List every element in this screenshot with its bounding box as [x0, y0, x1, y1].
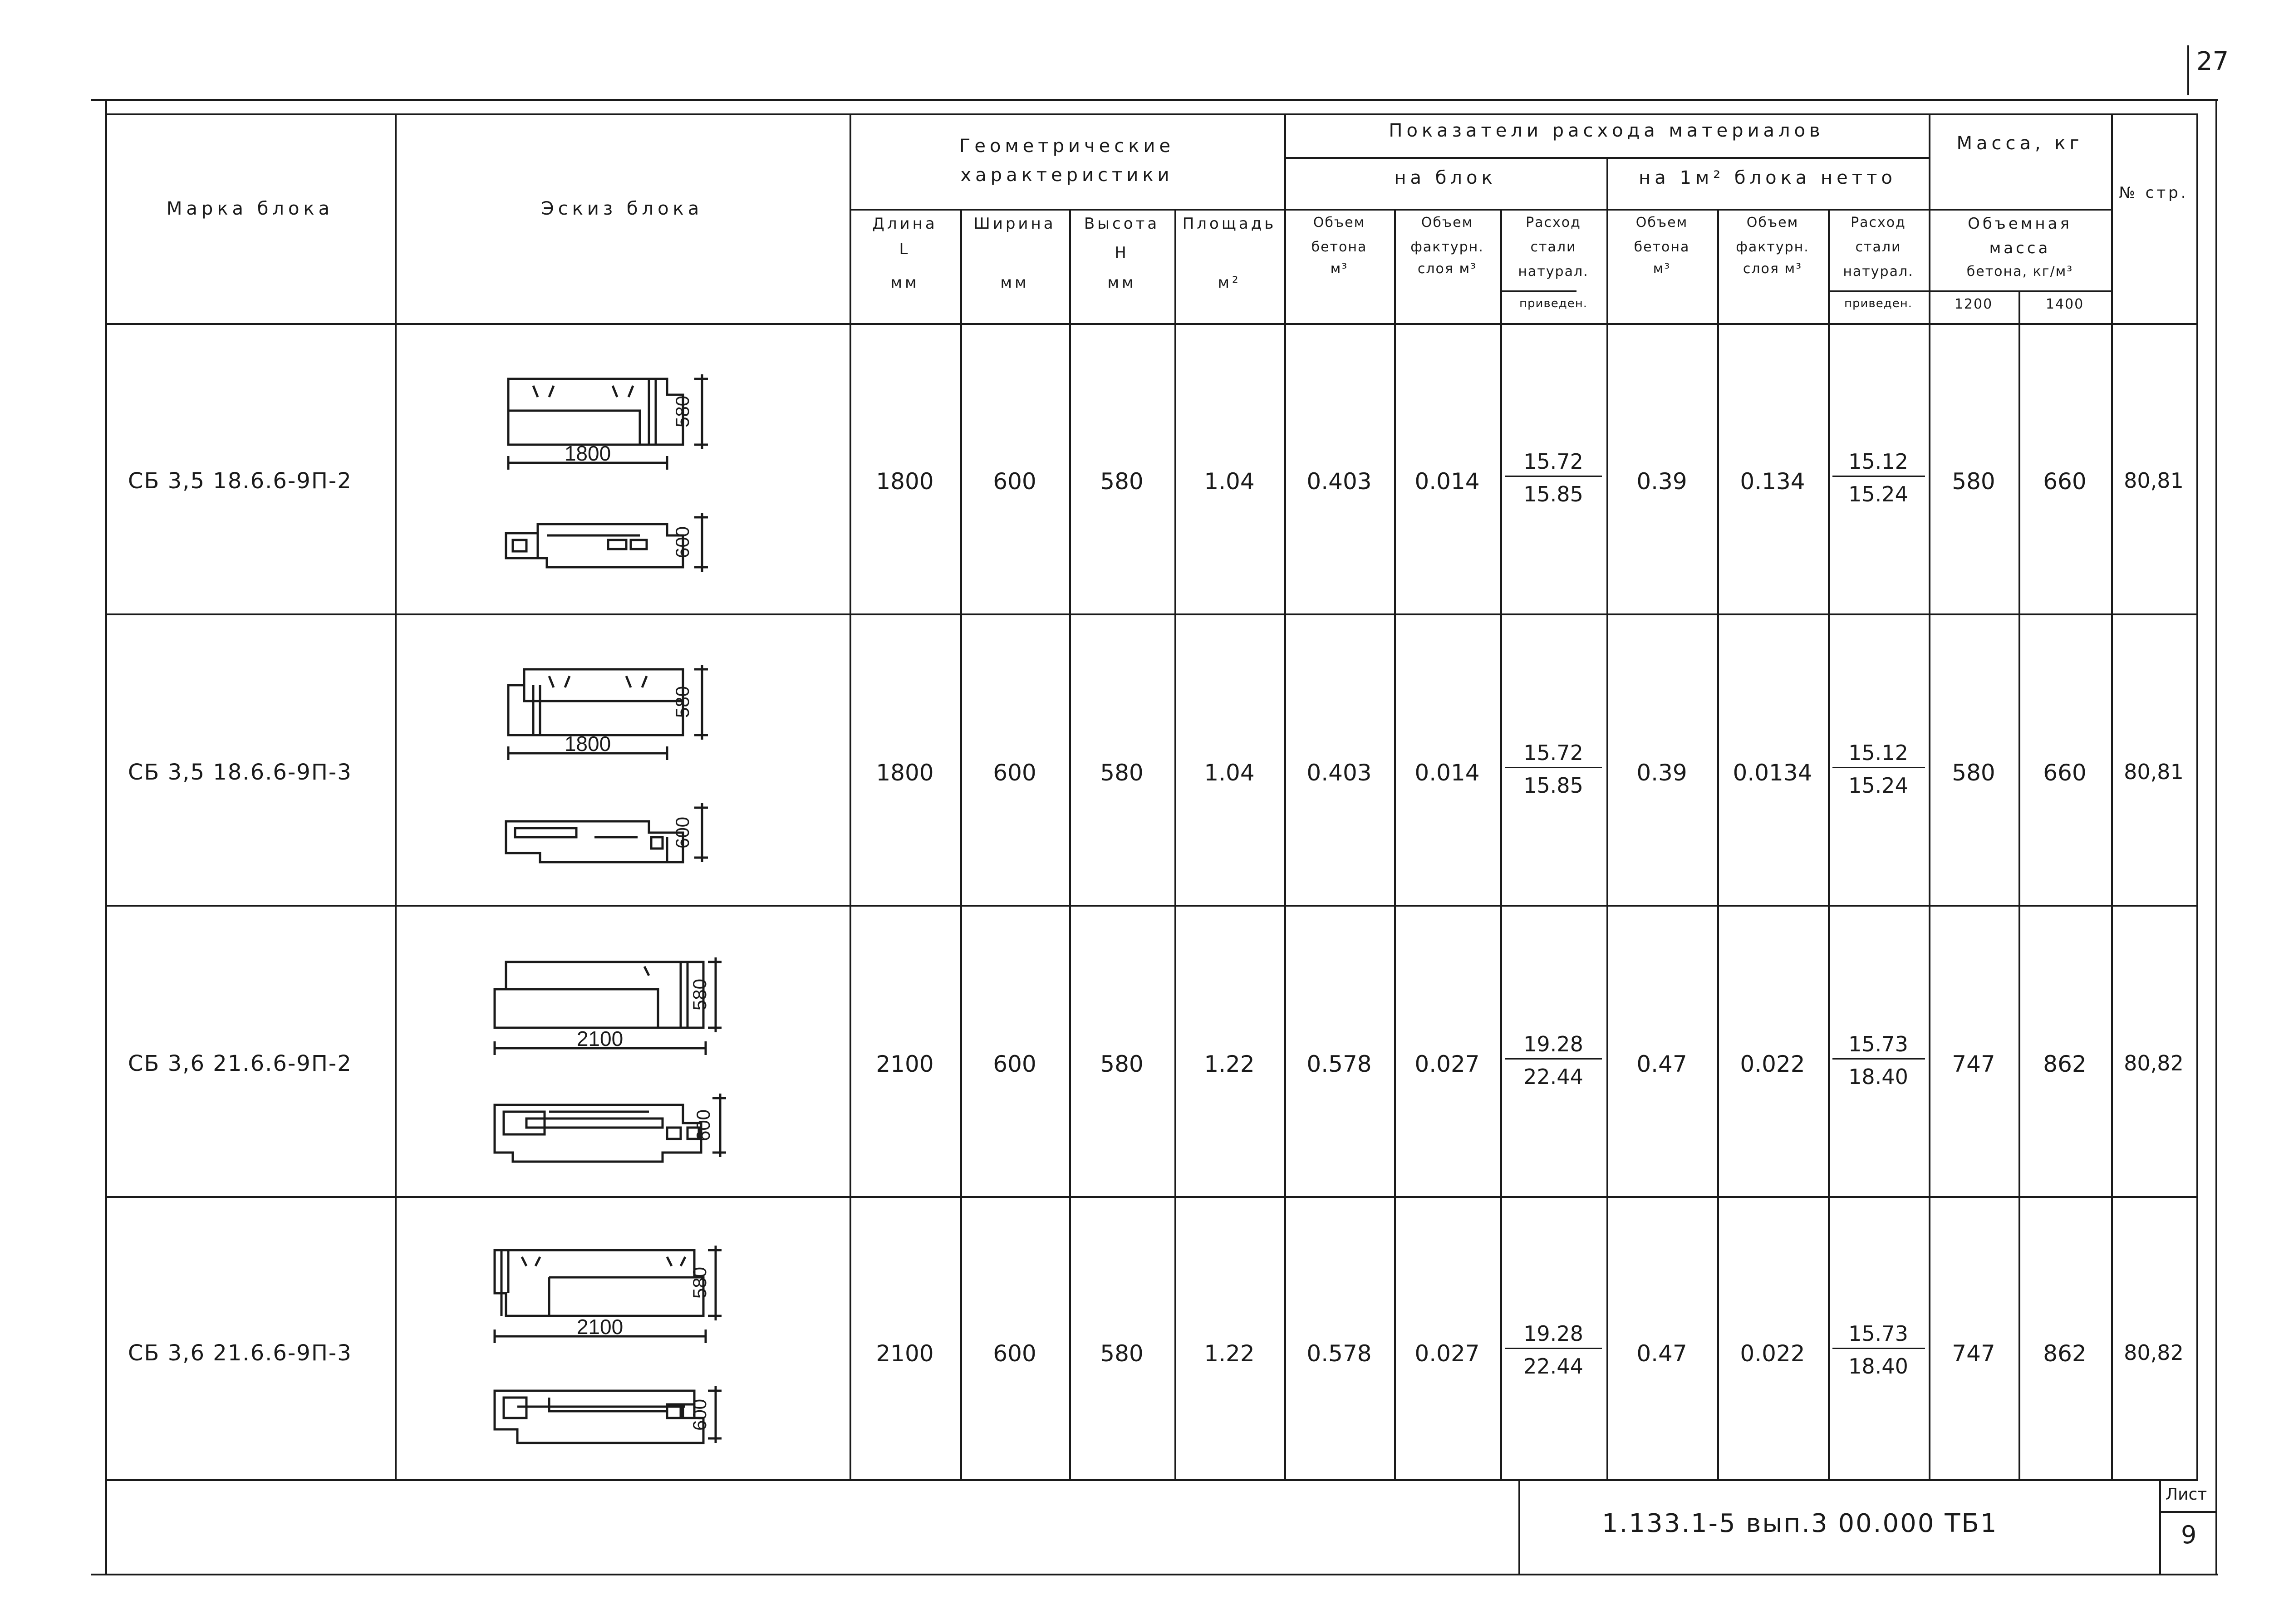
- row-3-pages: 80,82: [2124, 1051, 2184, 1075]
- row-sep-3: [105, 1196, 2198, 1198]
- row-2-m2-steel-fraction-bar: [1832, 767, 1925, 768]
- row-3-m2-steel-fraction-bar: [1832, 1058, 1925, 1060]
- row-4-mass-1200: 747: [1952, 1340, 1995, 1367]
- row-4-area: 1.22: [1204, 1340, 1255, 1367]
- row-2-steel-fraction-bar: [1505, 767, 1602, 768]
- sketch-3-width-dim: 600: [692, 1109, 714, 1142]
- row-4-mass-1400: 862: [2043, 1340, 2087, 1367]
- header-m2-steel-b: стали: [1855, 239, 1901, 255]
- row-4-m2-vol-concrete: 0.47: [1636, 1340, 1687, 1367]
- header-vol-facing-c: слоя м³: [1417, 261, 1477, 277]
- header-m2-steel-d: приведен.: [1844, 297, 1912, 310]
- row-1-m2-steel-reduced: 15.24: [1848, 482, 1908, 506]
- row-2-mass-1400: 660: [2043, 760, 2087, 786]
- col-line-fac: [1394, 209, 1396, 1481]
- col-line-width: [960, 209, 962, 1481]
- sketch-2-length-dim: 1800: [564, 732, 611, 756]
- header-line-mid: [850, 209, 2111, 211]
- row-2-steel-reduced: 15.85: [1523, 773, 1583, 798]
- header-line-steel-2: [1828, 290, 2111, 292]
- sketch-4-width-dim: 600: [689, 1398, 710, 1431]
- stamp-left-line: [1518, 1479, 1520, 1575]
- page-corner-mark: 27: [2196, 47, 2229, 76]
- row-2-m2-steel-reduced: 15.24: [1848, 773, 1908, 798]
- sketch-2-height-dim: 580: [672, 686, 693, 718]
- sketch-3-height-dim: 580: [689, 978, 710, 1011]
- sketch-4-length-dim: 2100: [576, 1315, 624, 1339]
- header-m2-vol-concrete-b: бетона: [1634, 239, 1690, 255]
- col-line-vol: [1284, 113, 1286, 1481]
- row-2-m2-vol-concrete: 0.39: [1636, 760, 1687, 786]
- row-4-steel-fraction-bar: [1505, 1348, 1602, 1349]
- col-line-pages: [2111, 113, 2113, 1481]
- row-1-pages: 80,81: [2124, 468, 2184, 493]
- header-density-1200: 1200: [1954, 296, 1993, 312]
- header-density-b: масса: [1989, 239, 2051, 257]
- col-line-m2: [1606, 157, 1608, 1481]
- header-density-1400: 1400: [2045, 296, 2084, 312]
- row-3-mark: СБ 3,6 21.6.6-9П-2: [128, 1051, 352, 1076]
- stamp-sheet-number: 9: [2181, 1521, 2197, 1549]
- header-materials: Показатели расхода материалов: [1389, 120, 1824, 141]
- header-density-c: бетона, кг/м³: [1966, 264, 2073, 280]
- row-1-mark: СБ 3,5 18.6.6-9П-2: [128, 468, 352, 494]
- row-4-m2-steel-reduced: 18.40: [1848, 1354, 1908, 1379]
- frame-left: [105, 99, 107, 1575]
- col-line-steel: [1500, 209, 1502, 1481]
- header-steel-d: приведен.: [1519, 297, 1587, 310]
- row-2-pages: 80,81: [2124, 760, 2184, 784]
- header-steel-c: натурал.: [1518, 264, 1589, 280]
- row-3-m2-vol-facing: 0.022: [1740, 1051, 1805, 1077]
- row-1-width: 600: [993, 468, 1036, 495]
- frame-bottom: [91, 1574, 2218, 1575]
- row-3-m2-vol-concrete: 0.47: [1636, 1051, 1687, 1077]
- col-line-m2-fac: [1717, 209, 1719, 1481]
- header-height-b: Н: [1115, 244, 1129, 262]
- row-3-vol-concrete: 0.578: [1306, 1051, 1372, 1077]
- row-2-mark: СБ 3,5 18.6.6-9П-3: [128, 760, 352, 785]
- header-m2-vol-facing-b: фактурн.: [1736, 239, 1809, 255]
- row-3-height: 580: [1100, 1051, 1144, 1077]
- header-steel-a: Расход: [1526, 215, 1581, 231]
- row-1-mass-1200: 580: [1952, 468, 1995, 495]
- row-4-m2-vol-facing: 0.022: [1740, 1340, 1805, 1367]
- header-height-a: Высота: [1084, 215, 1160, 233]
- block-sketch-1: [476, 368, 758, 585]
- row-2-m2-vol-facing: 0.0134: [1733, 760, 1812, 786]
- header-height-c: мм: [1107, 274, 1136, 292]
- row-3-m2-steel-reduced: 18.40: [1848, 1065, 1908, 1089]
- row-4-pages: 80,82: [2124, 1340, 2184, 1365]
- sketch-2-width-dim: 600: [672, 816, 693, 849]
- row-1-vol-facing: 0.014: [1414, 468, 1480, 495]
- header-density-a: Объемная: [1968, 215, 2072, 233]
- col-line-mass-2: [2019, 290, 2020, 1481]
- header-m2-steel-c: натурал.: [1843, 264, 1914, 280]
- row-3-steel-natural: 19.28: [1523, 1032, 1583, 1056]
- corner-mark-line: [2187, 45, 2189, 95]
- row-4-vol-concrete: 0.578: [1306, 1340, 1372, 1367]
- row-1-steel-reduced: 15.85: [1523, 482, 1583, 506]
- header-vol-facing-a: Объем: [1421, 215, 1473, 231]
- table-right: [2196, 113, 2198, 1481]
- row-1-m2-steel-natural: 15.12: [1848, 449, 1908, 474]
- header-length-a: Длина: [872, 215, 938, 233]
- row-4-vol-facing: 0.027: [1414, 1340, 1480, 1367]
- row-3-width: 600: [993, 1051, 1036, 1077]
- row-1-steel-natural: 15.72: [1523, 449, 1583, 474]
- table-bottom: [105, 1479, 2198, 1481]
- row-3-steel-fraction-bar: [1505, 1058, 1602, 1060]
- row-4-length: 2100: [876, 1340, 934, 1367]
- col-line-sketch: [395, 113, 397, 1481]
- row-2-mass-1200: 580: [1952, 760, 1995, 786]
- header-page-no: № стр.: [2119, 184, 2189, 202]
- row-1-mass-1400: 660: [2043, 468, 2087, 495]
- row-4-steel-reduced: 22.44: [1523, 1354, 1583, 1379]
- row-1-length: 1800: [876, 468, 934, 495]
- header-steel-b: стали: [1530, 239, 1577, 255]
- stamp-sheet-line: [2159, 1479, 2161, 1575]
- header-area-a: Площадь: [1182, 215, 1277, 233]
- row-3-area: 1.22: [1204, 1051, 1255, 1077]
- header-vol-concrete-c: м³: [1330, 261, 1348, 277]
- sketch-4-height-dim: 580: [689, 1266, 710, 1299]
- row-4-steel-natural: 19.28: [1523, 1321, 1583, 1346]
- stamp-sheet-divider: [2159, 1511, 2217, 1513]
- header-sketch: Эскиз блока: [541, 198, 703, 219]
- header-vol-concrete-a: Объем: [1313, 215, 1365, 231]
- header-per-block: на блок: [1394, 167, 1497, 188]
- row-2-steel-natural: 15.72: [1523, 741, 1583, 765]
- row-3-length: 2100: [876, 1051, 934, 1077]
- row-1-m2-steel-fraction-bar: [1832, 476, 1925, 477]
- header-m2-vol-facing-a: Объем: [1746, 215, 1799, 231]
- row-2-m2-steel-natural: 15.12: [1848, 741, 1908, 765]
- row-4-width: 600: [993, 1340, 1036, 1367]
- row-4-m2-steel-fraction-bar: [1832, 1348, 1925, 1349]
- header-vol-facing-b: фактурн.: [1410, 239, 1484, 255]
- header-geometry-1: Геометрические: [959, 136, 1174, 157]
- row-2-width: 600: [993, 760, 1036, 786]
- row-3-vol-facing: 0.027: [1414, 1051, 1480, 1077]
- row-3-steel-reduced: 22.44: [1523, 1065, 1583, 1089]
- row-1-area: 1.04: [1204, 468, 1255, 495]
- col-line-area: [1174, 209, 1176, 1481]
- sketch-3-length-dim: 2100: [576, 1027, 624, 1050]
- stamp-designation: 1.133.1-5 вып.3 00.000 ТБ1: [1602, 1509, 1998, 1538]
- table-top: [105, 113, 2198, 115]
- row-2-vol-concrete: 0.403: [1306, 760, 1372, 786]
- row-4-mark: СБ 3,6 21.6.6-9П-3: [128, 1340, 352, 1366]
- header-m2-vol-facing-c: слоя м³: [1743, 261, 1802, 277]
- row-1-m2-vol-facing: 0.134: [1740, 468, 1805, 495]
- header-bottom: [105, 323, 2198, 325]
- col-line-height: [1069, 209, 1071, 1481]
- col-line-m2-steel: [1828, 209, 1830, 1481]
- block-sketch-3: [476, 948, 758, 1166]
- header-m2-steel-a: Расход: [1851, 215, 1906, 231]
- header-length-b: L: [899, 240, 911, 258]
- header-m2-vol-concrete-a: Объем: [1635, 215, 1688, 231]
- row-sep-2: [105, 905, 2198, 907]
- header-width-a: Ширина: [973, 215, 1056, 233]
- col-line-length: [850, 113, 851, 1481]
- row-2-area: 1.04: [1204, 760, 1255, 786]
- stamp-sheet-label: Лист: [2166, 1485, 2207, 1504]
- row-1-steel-fraction-bar: [1505, 476, 1602, 477]
- frame-top: [91, 99, 2218, 101]
- block-sketch-4: [476, 1239, 758, 1457]
- col-line-mass: [1929, 113, 1930, 1481]
- header-mass: Масса, кг: [1956, 133, 2083, 154]
- header-m2-vol-concrete-c: м³: [1653, 261, 1671, 277]
- sketch-1-height-dim: 580: [672, 395, 693, 428]
- frame-right: [2215, 99, 2217, 1575]
- row-2-length: 1800: [876, 760, 934, 786]
- row-2-vol-facing: 0.014: [1414, 760, 1480, 786]
- row-3-mass-1400: 862: [2043, 1051, 2087, 1077]
- row-1-height: 580: [1100, 468, 1144, 495]
- header-vol-concrete-b: бетона: [1311, 239, 1367, 255]
- block-sketch-2: [476, 658, 758, 876]
- sketch-1-length-dim: 1800: [564, 442, 611, 465]
- row-1-vol-concrete: 0.403: [1306, 468, 1372, 495]
- row-4-height: 580: [1100, 1340, 1144, 1367]
- row-3-mass-1200: 747: [1952, 1051, 1995, 1077]
- row-2-height: 580: [1100, 760, 1144, 786]
- header-mark: Марка блока: [166, 198, 334, 219]
- header-geometry-2: характеристики: [960, 165, 1174, 186]
- header-line-steel-1: [1500, 290, 1577, 292]
- header-area-c: м²: [1218, 274, 1241, 292]
- row-4-m2-steel-natural: 15.73: [1848, 1321, 1908, 1346]
- row-3-m2-steel-natural: 15.73: [1848, 1032, 1908, 1056]
- row-1-m2-vol-concrete: 0.39: [1636, 468, 1687, 495]
- row-sep-1: [105, 613, 2198, 615]
- sketch-1-width-dim: 600: [672, 526, 693, 559]
- header-length-c: мм: [890, 274, 919, 292]
- header-width-c: мм: [1000, 274, 1029, 292]
- header-per-m2: на 1м² блока нетто: [1639, 167, 1896, 188]
